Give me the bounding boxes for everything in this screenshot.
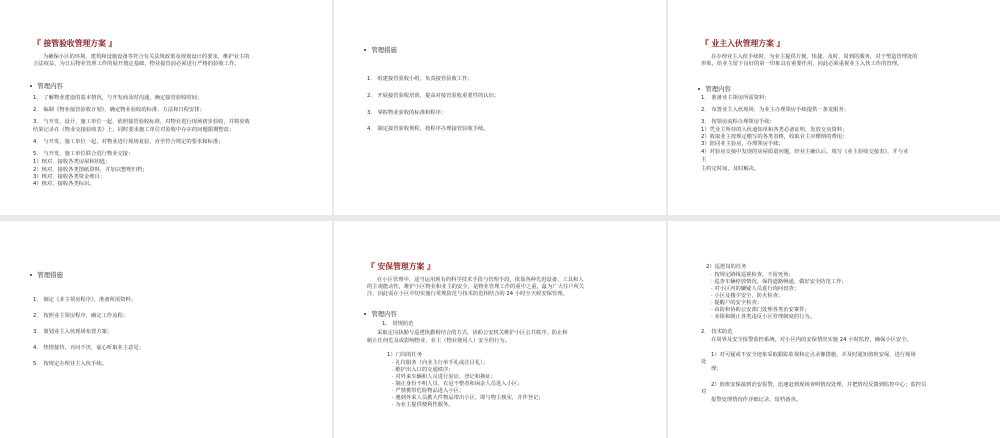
paragraph-line: 2）值班安保接到治安报警，迅速赶到现场查明情况处理，并把情况反馈到监控中心；监控员 [711,382,927,388]
section-heading: 管理内容 [364,309,397,318]
intro-line: 在小区管理中，适当运用现有的科学技术手段与管理手段，依靠各种先进设备、工具和人 [377,277,584,283]
list-item: · 对外来车辆和人员进行验证、登记和换证； [392,374,497,380]
list-item: 3）核对、接收各类资金账目； [33,174,106,180]
paragraph-line: 制止任何危及或影响物业、业主（物业使用人）安全的行为。 [367,338,511,344]
page-title: 『 安保管理方案 』 [367,262,435,271]
list-item: 3． 掌握物业验收的标准和程序； [367,110,447,116]
list-item: 4）对验房交接中发现的房屋质量问题，经业主确认后，填写《业主验收交接表》，并与业 [701,149,909,155]
list-item: · 遇到外来人员携大件物品带出小区，即与物主核实，并作登记； [392,395,544,401]
list-item: · 按规定路线巡视检查，不留死角； [711,272,794,278]
list-item: 4． 热情接待，百问不厌，虚心听取业主意见； [33,345,144,351]
list-item: 1）门岗的任务 [387,352,423,358]
list-item: 4）核对、接收各类标识。 [33,181,95,187]
sub-heading: 2． 技术防范 [701,329,733,335]
list-item: 主约定时间，及时解决。 [701,166,760,172]
slide-page-4 [0,221,332,438]
section-heading: 管理措施 [364,45,397,54]
list-item: · 对小区内的嫌疑人员进行询问盘查； [711,286,800,292]
paragraph-line: 理； [711,366,722,372]
list-item: 2． 编制《物业接管验收计划》，确定物业验收的标准、方法和日程安排； [33,107,205,113]
slide-page-6 [668,221,1000,438]
paragraph-line: 在周界及安全报警监控系统，对小区内的安保情况实施 24 小时监控，确保小区安全。 [711,337,912,343]
list-item: · 为业主提供便利性服务。 [392,402,454,408]
page-title: 『 业主入伙管理方案 』 [701,39,785,48]
list-item: 结果记录在《物业交接验收表》上，同时要求施工单位对验收中存在的问题限期整改； [33,127,235,133]
list-item: 2）核对、接收各类图纸资料，并加以整理归档； [33,167,148,173]
list-item: 2． 布置业主入伙现场，为业主办理领房手续提供一条龙服务； [701,107,850,113]
bullet-icon [364,313,366,315]
list-item: 3）陪同业主验房，办理领房手续； [701,141,784,147]
list-item: 3． 策划业主入伙现场布置方案； [33,329,113,335]
bullet-icon [30,85,32,87]
bullet-icon [364,49,366,51]
intro-line: 合法权益，为日后物业管理工作的展开奠定基础，物业接管前必须进行严格的验收工作。 [33,61,240,67]
slide-page-3 [668,0,1000,215]
list-item: 2）收取业主按规定缴写的各类表格，收取业主应缴纳的费用； [701,134,848,140]
list-item: 主 [701,157,707,163]
list-item: 1． 制定《业主领房程序》，准备所需资料； [33,297,137,303]
list-item: · 劝阻和制止各类违反小区管理制度的行为。 [711,314,816,320]
list-item: 1． 了解物业建设的基本情况，与开发商及时沟通，确定接管验收时间； [33,95,203,101]
list-item: 1． 准备业主领房所需资料； [701,95,770,101]
list-item: · 提醒户的安全检查； [711,300,763,306]
bullet-icon [30,274,32,276]
section-heading: 管理措施 [30,270,63,279]
intro-line: 为确保小区的环境、建筑和设施设备等符合有关法规政策及规划设计的要求，维护业主的 [43,54,250,60]
list-item: · 维护出入口的交通秩序； [392,367,454,373]
list-item: · 严禁携带危险物品进入小区； [392,388,465,394]
slide-page-1 [0,0,332,215]
paragraph-line: 对 [701,389,707,395]
intro-line: 注，因此需在小区中切实施行常规防范与技术防范相结合的 24 小时全天候安保管理。 [367,291,568,297]
intro-line: 在办理业主入伙手续时，为业主提供方便、快捷、及时、周到的服务，对于塑造管理处的 [711,54,918,60]
paragraph-line: 报警处理情况作详细记录，留档备查。 [711,397,802,403]
list-item: 1． 组建接管验收小组，负责接管验收工作； [367,76,473,82]
list-item: 4． 与开发、施工单位一起，对物业进行现场复验，直至符合规定的要求和标准； [33,139,224,145]
list-item: 3． 按领房流程办理领房手续： [701,119,775,125]
list-item: 5． 与开发、施工单位联合进行物业交接： [33,151,134,157]
paragraph-line: 1）对可疑或不安全迹象采取跟踪监视和定点录像措施，并及时通知值班安保，进行现场 [711,352,916,358]
list-item: 2． 开展接管验收培训，提高对接管验收重要性的认识； [367,93,500,99]
list-item: · 巡查车辆停放情况，保持道路畅通，做好安全防范工作； [711,279,847,285]
intro-line: 形象，给业主留下良好的第一印象具有重要作用，因此必须重视业主入伙工作的管理。 [701,61,903,67]
list-item: · 由防和协助公安部门处理各类治安案件； [711,307,810,313]
section-heading: 管理内容 [30,81,63,90]
intro-line: 的主观能动性，维护小区物业和业主的安全，是物业管理工作的重中之重，最为广大住户所关 [367,284,585,290]
slide-page-5 [334,221,666,438]
paragraph-line: 处 [701,359,707,365]
sub-heading: 1． 常规防范 [382,321,414,327]
list-item: 1）核对、接收各类房屋和钥匙； [33,159,111,165]
page-title: 『 接管验收管理方案 』 [33,39,117,48]
slide-page-2 [334,0,666,215]
list-item: · 小区及楼宇安全、防火检查； [711,293,784,299]
paragraph-line: 采取定岗执勤与巡逻执勤相结合的方式，协助公安机关维护小区公共秩序，防止和 [377,330,568,336]
list-item: 2． 按照业主领房程序，确定工作流程； [33,313,129,319]
list-item: 5． 按规定办理业主入伙手续。 [33,361,107,367]
list-item: 1）凭业主所持的入伙通知单和各类必备证明，发放交房资料； [701,127,848,133]
list-item: 2）巡逻岗的任务 [706,264,747,270]
bullet-icon [698,88,700,90]
list-item: · 礼仪服务（向业主行举手礼或注目礼）； [392,360,489,366]
section-heading: 管理内容 [698,84,731,93]
list-item: 3． 与开发、设计、施工单位一起，依照接管验收标准，对物业进行现场初步验收，并将验收 [33,119,250,125]
list-item: 4． 制定接管验收规程，按程序办理接管验收手续。 [367,126,489,132]
list-item: · 制止身份不明人员、衣冠不整者和闲杂人员进入小区； [392,381,523,387]
